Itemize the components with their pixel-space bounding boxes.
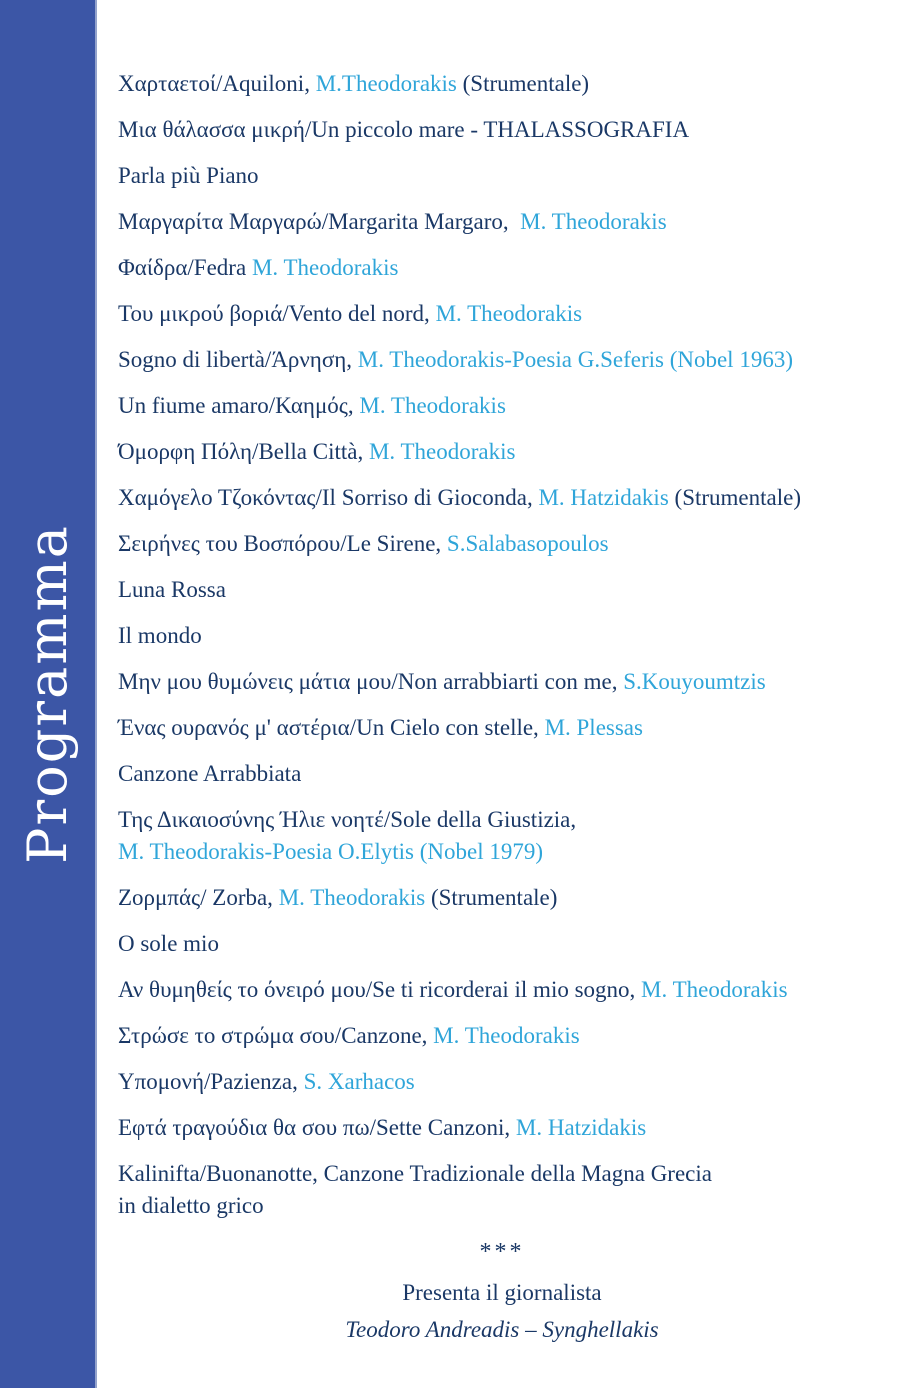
presenter-name: Teodoro Andreadis – Synghellakis bbox=[345, 1317, 659, 1342]
song-title: Μαργαρίτα Μαργαρώ/Margarita Margaro, bbox=[118, 209, 521, 234]
composer-name: M. Theodorakis bbox=[433, 1023, 580, 1048]
program-item bbox=[118, 482, 886, 514]
composer-name: M. Plessas bbox=[544, 715, 643, 740]
program-item bbox=[118, 298, 886, 330]
program-item bbox=[118, 928, 886, 960]
song-title: Luna Rossa bbox=[118, 577, 226, 602]
composer-name: M. Theodorakis bbox=[359, 393, 506, 418]
song-title: Χαμόγελο Τζοκόντας/Il Sorriso di Gioconda, bbox=[118, 485, 539, 510]
song-title: Φαίδρα/Fedra bbox=[118, 255, 252, 280]
program-item bbox=[118, 252, 886, 284]
program-item bbox=[118, 1158, 886, 1222]
composer-name: M. Hatzidakis bbox=[515, 1115, 647, 1140]
composer-name: M. Theodorakis-Poesia O.Elytis (Nobel 1979) bbox=[118, 839, 544, 864]
song-title: (Strumentale) bbox=[456, 71, 590, 96]
song-title: Un fiume amaro/Καημός, bbox=[118, 393, 360, 418]
program-item bbox=[118, 1020, 886, 1052]
song-title: O sole mio bbox=[118, 931, 219, 956]
program-item bbox=[118, 1112, 886, 1144]
program-item bbox=[118, 882, 886, 914]
program-item bbox=[118, 666, 886, 698]
sidebar-vertical-title: Programma bbox=[15, 524, 79, 864]
song-title: Ένας ουρανός μ' αστέρια/Un Cielo con stelle, bbox=[118, 715, 545, 740]
program-item bbox=[118, 390, 886, 422]
song-title: Kalinifta/Buonanotte, Canzone Tradizionale della Magna Grecia bbox=[118, 1161, 712, 1186]
program-item bbox=[118, 620, 886, 652]
program-item bbox=[118, 574, 886, 606]
song-title: (Strumentale) bbox=[668, 485, 801, 510]
program-item bbox=[118, 68, 886, 100]
program-content bbox=[118, 68, 886, 1346]
presenter-label: Presenta il giornalista bbox=[402, 1280, 602, 1305]
song-title: Sogno di libertà/Άρνηση, bbox=[118, 347, 358, 372]
song-title: Il mondo bbox=[118, 623, 202, 648]
program-item bbox=[118, 758, 886, 790]
composer-name: M. Theodorakis bbox=[278, 885, 426, 910]
stars-separator: *** bbox=[479, 1239, 525, 1265]
composer-name: M. Theodorakis bbox=[641, 977, 788, 1002]
composer-name: M. Theodorakis bbox=[520, 209, 667, 234]
song-title: Εφτά τραγούδια θα σου πω/Sette Canzoni, bbox=[118, 1115, 516, 1140]
program-item bbox=[118, 528, 886, 560]
sidebar bbox=[0, 0, 97, 1388]
composer-name: M. Theodorakis bbox=[435, 301, 583, 326]
song-title: Μην μου θυμώνεις μάτια μου/Non arrabbiarti con me, bbox=[118, 669, 624, 694]
composer-name: M. Theodorakis-Poesia G.Seferis (Nobel 1963) bbox=[357, 347, 793, 372]
song-title: Στρώσε το στρώμα σου/Canzone, bbox=[118, 1023, 434, 1048]
song-title: in dialetto grico bbox=[118, 1193, 264, 1218]
composer-name: S. Xarhacos bbox=[303, 1069, 415, 1094]
program-item bbox=[118, 804, 886, 868]
song-title: Μια θάλασσα μικρή/Un piccolo mare - THALASSOGRAFIA bbox=[118, 117, 690, 142]
composer-name: M.Theodorakis bbox=[315, 71, 457, 96]
song-title: Του μικρού βοριά/Vento del nord, bbox=[118, 301, 436, 326]
song-title: Ζορμπάς/ Zorba, bbox=[118, 885, 279, 910]
program-list bbox=[118, 68, 886, 1222]
program-item bbox=[118, 436, 886, 468]
program-item bbox=[118, 160, 886, 192]
song-title: Canzone Arrabbiata bbox=[118, 761, 302, 786]
composer-name: M. Hatzidakis bbox=[538, 485, 669, 510]
song-title: Χαρταετοί/Aquiloni, bbox=[118, 71, 316, 96]
program-item bbox=[118, 974, 886, 1006]
song-title: Αν θυμηθείς το όνειρό μου/Se ti ricorderai il mio sogno, bbox=[118, 977, 642, 1002]
program-item bbox=[118, 344, 886, 376]
footer bbox=[118, 1236, 886, 1346]
composer-name: S.Salabasopoulos bbox=[446, 531, 609, 556]
program-item bbox=[118, 114, 886, 146]
composer-name: S.Kouyoumtzis bbox=[623, 669, 766, 694]
program-item bbox=[118, 206, 886, 238]
composer-name: M. Theodorakis bbox=[368, 439, 516, 464]
song-title: Όμορφη Πόλη/Bella Città, bbox=[118, 439, 369, 464]
composer-name: M. Theodorakis bbox=[251, 255, 399, 280]
program-item bbox=[118, 712, 886, 744]
song-title: Της Δικαιοσύνης Ήλιε νοητέ/Sole della Giustizia, bbox=[118, 807, 577, 832]
program-item bbox=[118, 1066, 886, 1098]
song-title: Σειρήνες του Βοσπόρου/Le Sirene, bbox=[118, 531, 447, 556]
song-title: Parla più Piano bbox=[118, 163, 259, 188]
song-title: (Strumentale) bbox=[425, 885, 558, 910]
song-title: Υπομονή/Pazienza, bbox=[118, 1069, 304, 1094]
